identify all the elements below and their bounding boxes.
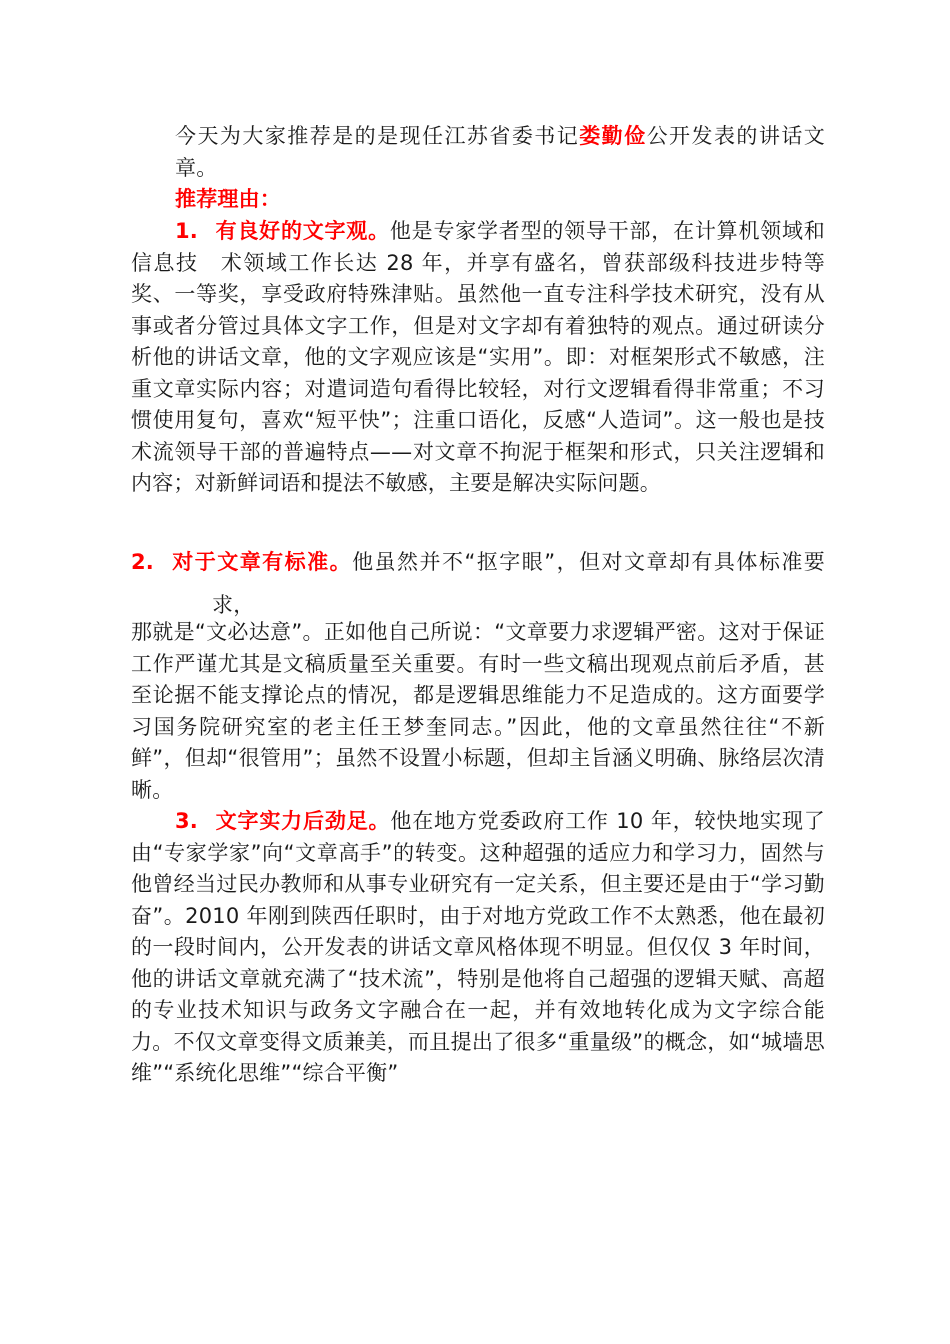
official-name: 娄勤俭: [579, 124, 647, 148]
reason-2-title: 对于文章有标准。: [171, 550, 353, 574]
reasons-heading: 推荐理由：: [175, 187, 281, 211]
reason-3-number: 3.: [175, 809, 198, 833]
reason-3-paragraph: [131, 806, 825, 1090]
reason-1-title: 有良好的文字观。: [215, 219, 390, 243]
intro-text-before: 今天为大家推荐是的是现任江苏省委书记: [175, 124, 580, 148]
reason-3-title: 文字实力后劲足。: [215, 809, 391, 833]
reason-3-body: 他在地方党委政府工作 10 年，较快地实现了由“专家学家”向“文章高手”的转变。这种超强的适应力和学习力，固然与他曾经当过民办教师和从事专业研究有一定关系，但主要还是由于“学习勤奋”。2010 年刚到陕西任职时，由于对地方党政工作不太熟悉，他在最初的一段时间内，公开发表的讲话文章风格体现不明显。但仅仅 3 年时间，他的讲话文章就充满了“技术流”，特别是他将自己超强的逻辑天赋、高超的专业技术知识与政务文字融合在一起，并有效地转化成为文字综合能力。不仅文章变得文质兼美，而且提出了很多“重量级”的概念，如“城墙思维”“系统化思维”“综合平衡”: [131, 809, 825, 1085]
reason-2-body-first: 他虽然并不“抠字眼”，但对文章却有具体标准要求，: [212, 550, 825, 617]
reason-2-first-line: [131, 541, 825, 627]
intro-text-after: 公开发表的讲话文章。: [175, 124, 825, 180]
intro-paragraph: [175, 121, 825, 184]
reason-1-paragraph: [131, 216, 825, 500]
reason-1-number: 1.: [175, 219, 198, 243]
reason-1-body: 他是专家学者型的领导干部，在计算机领域和信息技 术领域工作长达 28 年，并享有盛名，曾获部级科技进步特等奖、一等奖，享受政府特殊津贴。虽然他一直专注科学技术研究，没有从事或者分管过具体文字工作，但是对文字却有着独特的观点。通过研读分析他的讲话文章，他的文字观应该是“实用”。即：对框架形式不敏感，注重文章实际内容；对遣词造句看得比较轻，对行文逻辑看得非常重；不习惯使用复句，喜欢“短平快”；注重口语化，反感“人造词”。这一般也是技术流领导干部的普遍特点——对文章不拘泥于框架和形式，只关注逻辑和内容；对新鲜词语和提法不敏感，主要是解决实际问题。: [131, 219, 825, 495]
reason-2-number: 2.: [131, 550, 154, 574]
reason-2-continuation: 那就是“文必达意”。正如他自己所说：“文章要力求逻辑严密。这对于保证工作严谨尤其是文稿质量至关重要。有时一些文稿出现观点前后矛盾，甚至论据不能支撑论点的情况，都是逻辑思维能力不足造成的。这方面要学习国务院研究室的老主任王梦奎同志。”因此，他的文章虽然往往“不新鲜”，但却“很管用”；虽然不设置小标题，但却主旨涵义明确、脉络层次清晰。: [131, 620, 825, 802]
